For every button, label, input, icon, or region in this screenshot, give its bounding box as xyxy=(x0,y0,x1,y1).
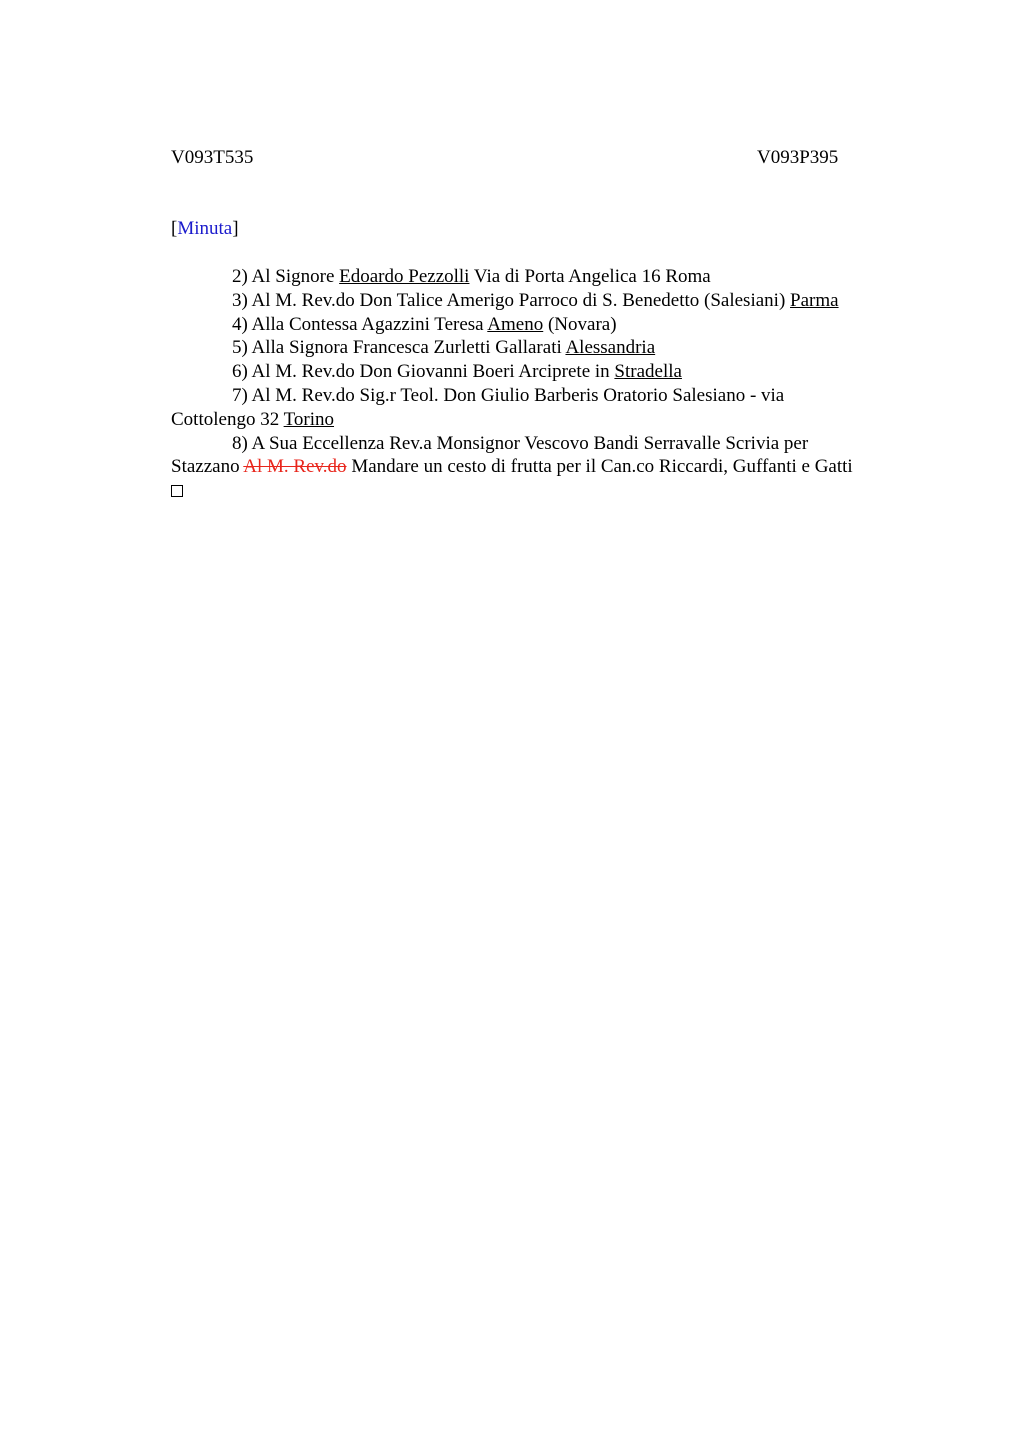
entry-number: 6) xyxy=(232,361,248,383)
entry-name: Edoardo Pezzolli xyxy=(339,266,470,287)
open-bracket: [ xyxy=(171,218,178,239)
entry-text: Alla Contessa Agazzini Teresa xyxy=(251,313,484,335)
entry-rest: Via di Porta Angelica 16 Roma xyxy=(473,266,711,287)
entry-line-2: Stazzano xyxy=(171,456,240,478)
entry-prefix: Al Signore xyxy=(251,266,335,287)
entry-3 xyxy=(171,289,931,313)
entry-text: Alla Signora Francesca Zurletti Gallarati xyxy=(251,337,562,359)
entry-place: Stradella xyxy=(614,361,682,383)
entry-text: Al M. Rev.do Don Giovanni Boeri Arciprete in xyxy=(251,361,610,383)
entry-line-2: Cottolengo 32 xyxy=(171,408,280,430)
entry-place: Parma xyxy=(790,289,839,311)
entry-rest: Mandare un cesto di frutta per il Can.co Riccardi, Guffanti e Gatti xyxy=(351,456,853,478)
deleted-text: Al M. Rev.do xyxy=(243,456,347,478)
minuta-label xyxy=(171,218,239,240)
entry-number: 5) xyxy=(232,337,248,359)
close-bracket: ] xyxy=(232,218,239,239)
entry-line-1: Al M. Rev.do Sig.r Teol. Don Giulio Barberis Oratorio Salesiano - via xyxy=(251,384,785,406)
entry-number: 4) xyxy=(232,313,248,335)
entry-number: 7) xyxy=(232,384,248,406)
entry-number: 8) xyxy=(232,432,248,454)
entry-number: 2) xyxy=(232,266,248,287)
entry-rest: (Novara) xyxy=(547,313,617,335)
entry-5 xyxy=(171,336,931,360)
empty-square-icon xyxy=(171,485,183,497)
entry-6 xyxy=(171,360,931,384)
entry-2 xyxy=(171,265,931,289)
entry-text: Al M. Rev.do Don Talice Amerigo Parroco di S. Benedetto (Salesiani) xyxy=(251,289,786,311)
entry-number: 3) xyxy=(232,289,248,311)
addressee-list xyxy=(171,265,931,503)
entry-4 xyxy=(171,313,931,337)
document-code-left: V093T535 xyxy=(171,147,254,168)
entry-place: Torino xyxy=(283,408,335,430)
entry-8 xyxy=(171,432,931,503)
document-code-right: V093P395 xyxy=(757,147,839,168)
entry-place: Ameno xyxy=(487,313,544,335)
entry-7 xyxy=(171,384,931,432)
entry-place: Alessandria xyxy=(565,337,656,359)
entry-line-1: A Sua Eccellenza Rev.a Monsignor Vescovo Bandi Serravalle Scrivia per xyxy=(251,432,809,454)
minuta-word: Minuta xyxy=(177,218,233,239)
